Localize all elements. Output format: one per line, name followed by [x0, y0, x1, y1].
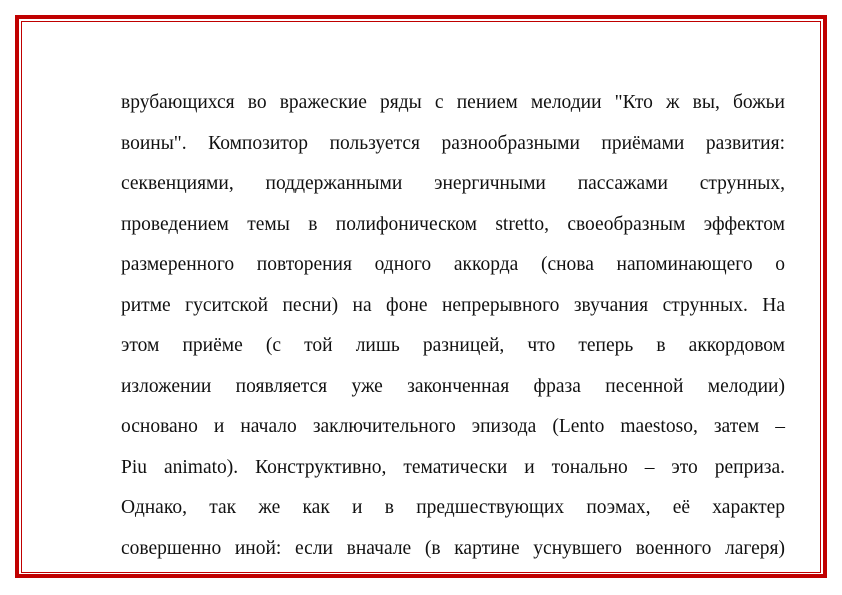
text-line-6: ритме гуситской песни) на фоне непрерывного звучания струнных. На: [121, 294, 785, 316]
text-line-12: совершенно иной: если вначале (в картине уснувшего военного лагеря): [121, 537, 785, 559]
text-line-1: врубающихся во вражеские ряды с пением мелодии "Кто ж вы, божьи: [121, 92, 785, 113]
text-line-10: Piu animato). Конструктивно, тематически и тонально – это реприза.: [121, 456, 785, 478]
body-text: [121, 83, 785, 569]
text-line-9: основано и начало заключительного эпизода (Lento maestoso, затем –: [121, 416, 785, 437]
text-line-3: секвенциями, поддержанными энергичными пассажами струнных,: [121, 173, 785, 194]
text-line-5: размеренного повторения одного аккорда (снова напоминающего о: [121, 254, 785, 275]
text-line-11: Однако, так же как и в предшествующих поэмах, её характер: [121, 497, 785, 518]
text-line-2: воины". Композитор пользуется разнообразными приёмами развития:: [121, 132, 785, 154]
text-line-7: этом приёме (с той лишь разницей, что теперь в аккордовом: [121, 335, 785, 356]
text-line-4: проведением темы в полифоническом stretto, своеобразным эффектом: [121, 213, 785, 235]
text-line-8: изложении появляется уже законченная фраза песенной мелодии): [121, 375, 785, 397]
